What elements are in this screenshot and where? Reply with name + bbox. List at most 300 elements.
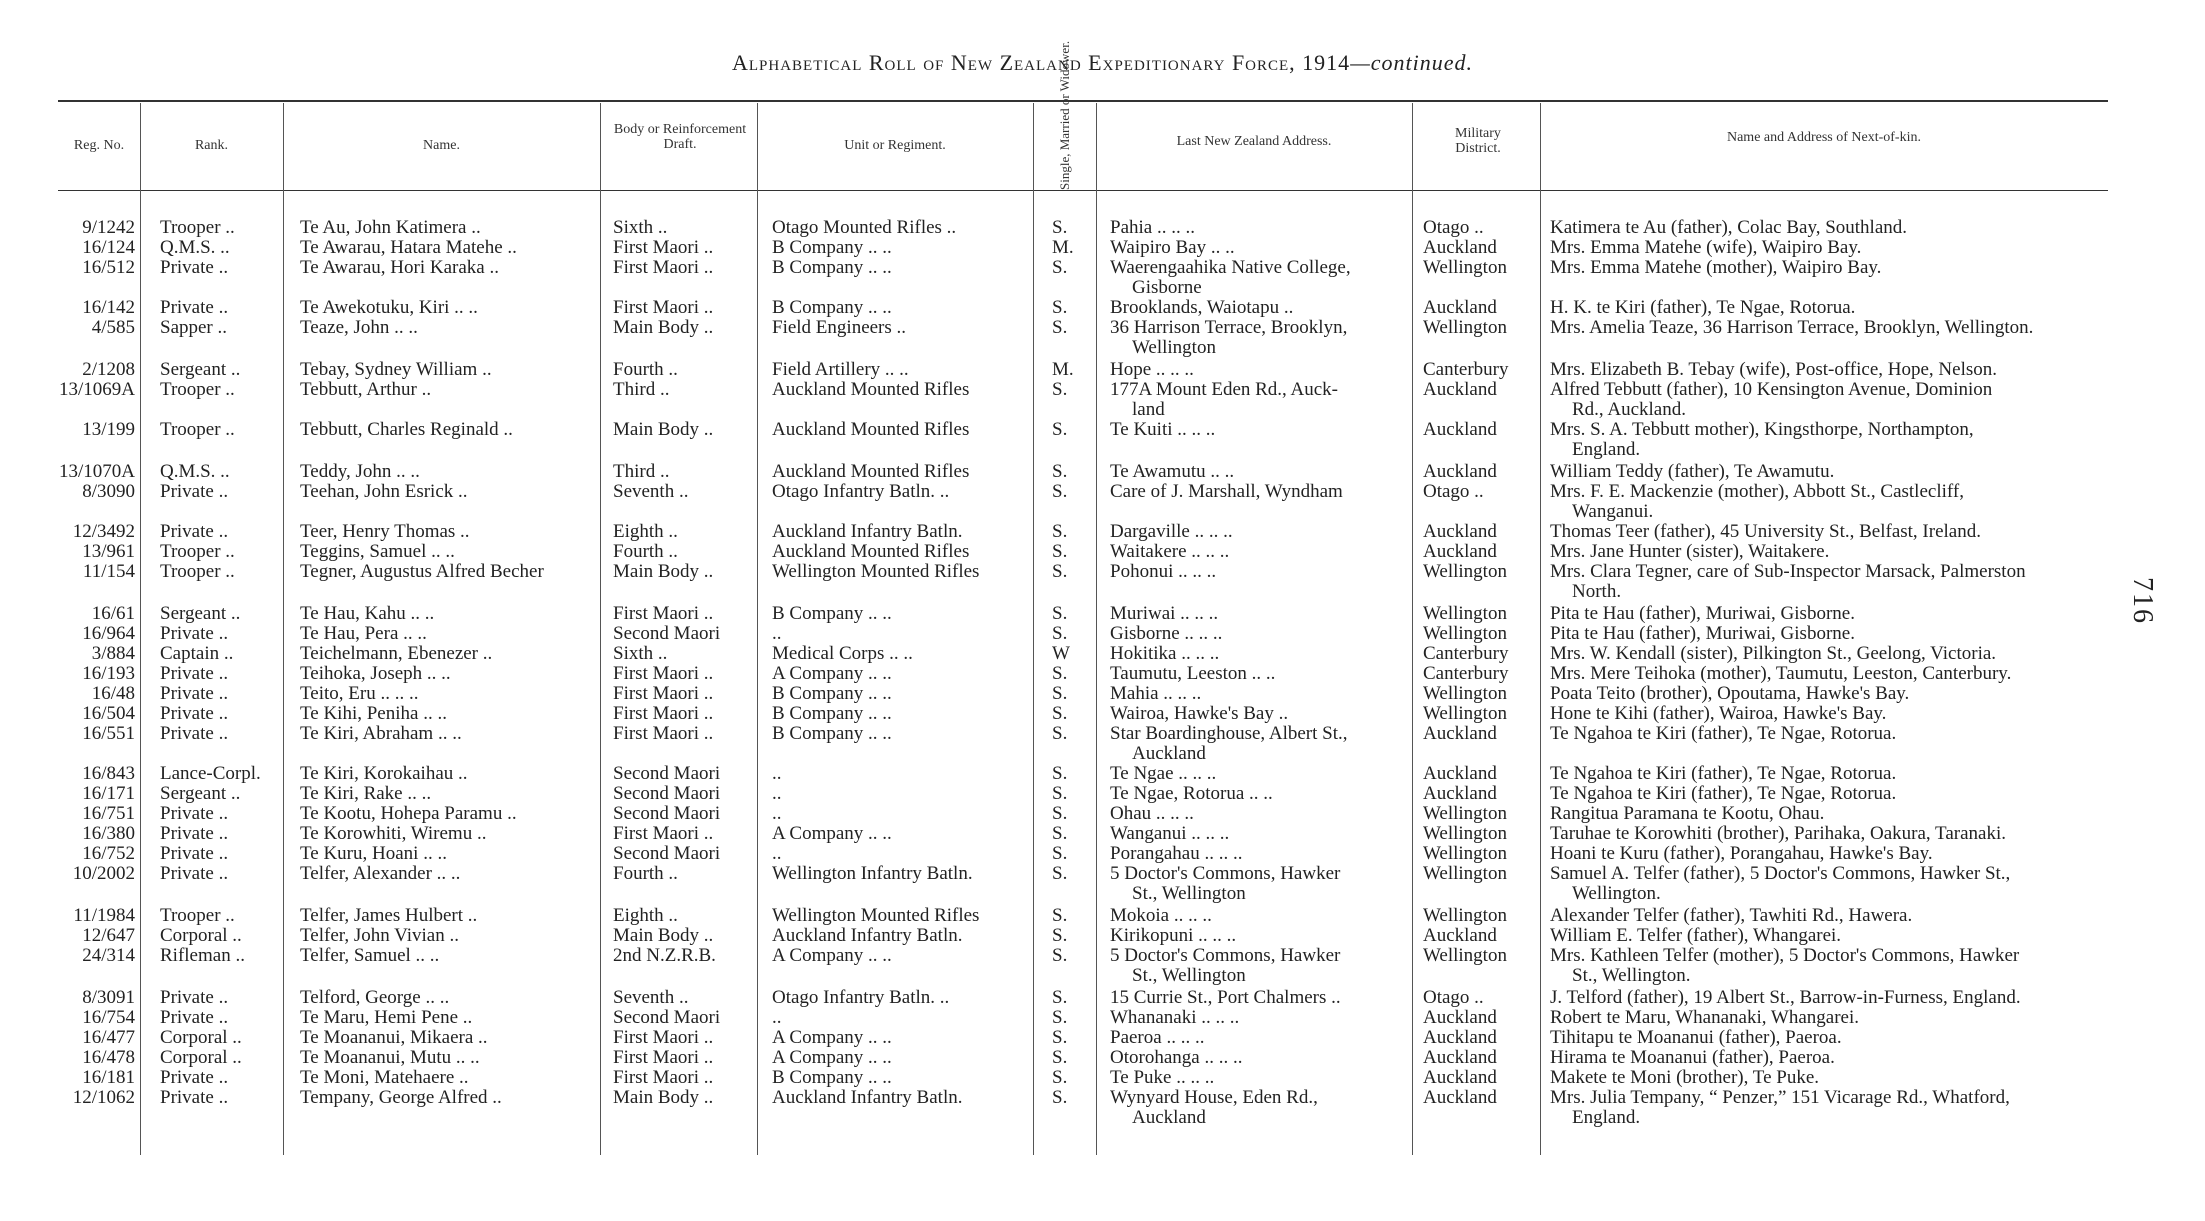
unit-regiment: B Company .. .. — [772, 723, 892, 744]
last-address-continued: Wellington — [1132, 337, 1216, 358]
rank: Captain .. — [160, 643, 234, 664]
next-of-kin: Pita te Hau (father), Muriwai, Gisborne. — [1550, 603, 1855, 624]
marital-status: S. — [1052, 843, 1068, 864]
soldier-name: Teddy, John .. .. — [300, 461, 420, 482]
table-row — [0, 1068, 2205, 1088]
rank: Lance-Corpl. — [160, 763, 261, 784]
soldier-name: Telfer, Alexander .. .. — [300, 863, 461, 884]
next-of-kin: Taruhae te Korowhiti (brother), Parihaka, Oakura, Taranaki. — [1550, 823, 2006, 844]
rank: Private .. — [160, 297, 229, 318]
rank: Trooper .. — [160, 905, 235, 926]
reg-number: 12/3492 — [72, 521, 135, 542]
last-address: Waipiro Bay .. .. — [1110, 237, 1235, 258]
next-of-kin: Mrs. S. A. Tebbutt mother), Kingsthorpe, Northampton, — [1550, 419, 1974, 440]
top-rule — [58, 100, 2108, 102]
last-address: Te Kuiti .. .. .. — [1110, 419, 1216, 440]
unit-regiment: Auckland Mounted Rifles — [772, 541, 970, 562]
last-address-continued: St., Wellington — [1132, 883, 1246, 904]
header-district: Military District. — [1455, 126, 1501, 156]
next-of-kin-continued: England. — [1572, 439, 1641, 460]
last-address-continued: St., Wellington — [1132, 965, 1246, 986]
unit-regiment: A Company .. .. — [772, 1027, 892, 1048]
body-draft: Seventh .. — [613, 481, 689, 502]
last-address: 15 Currie St., Port Chalmers .. — [1110, 987, 1341, 1008]
body-draft: First Maori .. — [613, 723, 714, 744]
military-district: Auckland — [1423, 1027, 1497, 1048]
reg-number: 16/380 — [82, 823, 135, 844]
military-district: Auckland — [1423, 1007, 1497, 1028]
body-draft: Second Maori — [613, 843, 721, 864]
last-address: Dargaville .. .. .. — [1110, 521, 1233, 542]
body-draft: Fourth .. — [613, 359, 678, 380]
next-of-kin: Robert te Maru, Whananaki, Whangarei. — [1550, 1007, 1859, 1028]
last-address: Te Ngae, Rotorua .. .. — [1110, 783, 1273, 804]
rank: Private .. — [160, 623, 229, 644]
unit-regiment: Otago Mounted Rifles .. — [772, 217, 957, 238]
body-draft: Eighth .. — [613, 905, 678, 926]
military-district: Canterbury — [1423, 643, 1509, 664]
military-district: Canterbury — [1423, 359, 1509, 380]
military-district: Auckland — [1423, 379, 1497, 400]
military-district: Otago .. — [1423, 987, 1484, 1008]
next-of-kin: Te Ngahoa te Kiri (father), Te Ngae, Rotorua. — [1550, 763, 1897, 784]
body-draft: Main Body .. — [613, 561, 714, 582]
last-address: Brooklands, Waiotapu .. — [1110, 297, 1294, 318]
rank: Private .. — [160, 1007, 229, 1028]
last-address: 5 Doctor's Commons, Hawker — [1110, 945, 1341, 966]
marital-status: S. — [1052, 603, 1068, 624]
next-of-kin: Rangitua Paramana te Kootu, Ohau. — [1550, 803, 1825, 824]
military-district: Auckland — [1423, 763, 1497, 784]
unit-regiment: .. — [772, 843, 782, 864]
table-row — [0, 522, 2205, 542]
last-address-continued: Auckland — [1132, 1107, 1206, 1128]
body-draft: Third .. — [613, 461, 670, 482]
next-of-kin: Mrs. F. E. Mackenzie (mother), Abbott St., Castlecliff, — [1550, 481, 1964, 502]
marital-status: W — [1052, 643, 1070, 664]
body-draft: First Maori .. — [613, 1047, 714, 1068]
unit-regiment: Wellington Mounted Rifles — [772, 561, 980, 582]
unit-regiment: Medical Corps .. .. — [772, 643, 913, 664]
unit-regiment: .. — [772, 803, 782, 824]
soldier-name: Tempany, George Alfred .. — [300, 1087, 502, 1108]
soldier-name: Te Au, John Katimera .. — [300, 217, 481, 238]
rank: Trooper .. — [160, 217, 235, 238]
last-address: Waitakere .. .. .. — [1110, 541, 1230, 562]
last-address: 177A Mount Eden Rd., Auck- — [1110, 379, 1338, 400]
next-of-kin: Thomas Teer (father), 45 University St., Belfast, Ireland. — [1550, 521, 1981, 542]
military-district: Wellington — [1423, 905, 1507, 926]
reg-number: 16/843 — [82, 763, 135, 784]
marital-status: S. — [1052, 763, 1068, 784]
table-row — [0, 644, 2205, 664]
marital-status: S. — [1052, 823, 1068, 844]
reg-number: 16/61 — [91, 603, 135, 624]
next-of-kin-continued: St., Wellington. — [1572, 965, 1691, 986]
soldier-name: Teihoka, Joseph .. .. — [300, 663, 451, 684]
marital-status: S. — [1052, 1027, 1068, 1048]
table-row — [0, 604, 2205, 624]
body-draft: First Maori .. — [613, 823, 714, 844]
military-district: Auckland — [1423, 461, 1497, 482]
soldier-name: Te Maru, Hemi Pene .. — [300, 1007, 473, 1028]
marital-status: S. — [1052, 297, 1068, 318]
next-of-kin-continued: Wellington. — [1572, 883, 1661, 904]
reg-number: 8/3091 — [82, 987, 135, 1008]
next-of-kin: H. K. te Kiri (father), Te Ngae, Rotorua. — [1550, 297, 1856, 318]
next-of-kin: Mrs. Emma Matehe (wife), Waipiro Bay. — [1550, 237, 1862, 258]
rank: Sapper .. — [160, 317, 228, 338]
soldier-name: Telfer, James Hulbert .. — [300, 905, 478, 926]
rank: Private .. — [160, 703, 229, 724]
reg-number: 13/199 — [82, 419, 135, 440]
military-district: Wellington — [1423, 603, 1507, 624]
body-draft: Seventh .. — [613, 987, 689, 1008]
next-of-kin: Mrs. Elizabeth B. Tebay (wife), Post-office, Hope, Nelson. — [1550, 359, 1998, 380]
next-of-kin-continued: North. — [1572, 581, 1622, 602]
military-district: Wellington — [1423, 863, 1507, 884]
military-district: Auckland — [1423, 1047, 1497, 1068]
rank: Q.M.S. .. — [160, 237, 230, 258]
military-district: Auckland — [1423, 297, 1497, 318]
military-district: Wellington — [1423, 623, 1507, 644]
military-district: Canterbury — [1423, 663, 1509, 684]
rank: Trooper .. — [160, 419, 235, 440]
marital-status: S. — [1052, 783, 1068, 804]
next-of-kin: William E. Telfer (father), Whangarei. — [1550, 925, 1842, 946]
unit-regiment: Field Artillery .. .. — [772, 359, 909, 380]
rank: Trooper .. — [160, 561, 235, 582]
last-address: Star Boardinghouse, Albert St., — [1110, 723, 1348, 744]
soldier-name: Teehan, John Esrick .. — [300, 481, 468, 502]
unit-regiment: .. — [772, 783, 782, 804]
last-address: Ohau .. .. .. — [1110, 803, 1194, 824]
table-row — [0, 844, 2205, 864]
last-address: Hokitika .. .. .. — [1110, 643, 1220, 664]
unit-regiment: B Company .. .. — [772, 237, 892, 258]
body-draft: Second Maori — [613, 803, 721, 824]
military-district: Auckland — [1423, 541, 1497, 562]
table-row — [0, 988, 2205, 1008]
table-row — [0, 298, 2205, 318]
reg-number: 8/3090 — [82, 481, 135, 502]
unit-regiment: A Company .. .. — [772, 823, 892, 844]
unit-regiment: Auckland Infantry Batln. — [772, 521, 963, 542]
last-address: Te Puke .. .. .. — [1110, 1067, 1215, 1088]
next-of-kin: J. Telford (father), 19 Albert St., Barrow-in-Furness, England. — [1550, 987, 2021, 1008]
table-row — [0, 926, 2205, 946]
military-district: Wellington — [1423, 945, 1507, 966]
unit-regiment: B Company .. .. — [772, 1067, 892, 1088]
marital-status: S. — [1052, 561, 1068, 582]
soldier-name: Te Moananui, Mutu .. .. — [300, 1047, 480, 1068]
rank: Private .. — [160, 803, 229, 824]
rank: Q.M.S. .. — [160, 461, 230, 482]
reg-number: 10/2002 — [72, 863, 135, 884]
reg-number: 11/1984 — [73, 905, 135, 926]
marital-status: S. — [1052, 257, 1068, 278]
body-draft: First Maori .. — [613, 703, 714, 724]
table-row — [0, 379, 2205, 420]
military-district: Auckland — [1423, 1087, 1497, 1108]
table-row — [0, 863, 2205, 904]
military-district: Auckland — [1423, 419, 1497, 440]
military-district: Auckland — [1423, 723, 1497, 744]
military-district: Otago .. — [1423, 217, 1484, 238]
last-address: Wanganui .. .. .. — [1110, 823, 1230, 844]
marital-status: S. — [1052, 945, 1068, 966]
soldier-name: Teer, Henry Thomas .. — [300, 521, 470, 542]
unit-regiment: Auckland Infantry Batln. — [772, 925, 963, 946]
table-row — [0, 764, 2205, 784]
next-of-kin: Makete te Moni (brother), Te Puke. — [1550, 1067, 1819, 1088]
body-draft: 2nd N.Z.R.B. — [613, 945, 716, 966]
unit-regiment: A Company .. .. — [772, 663, 892, 684]
marital-status: S. — [1052, 623, 1068, 644]
next-of-kin: Te Ngahoa te Kiri (father), Te Ngae, Rotorua. — [1550, 723, 1897, 744]
reg-number: 16/171 — [82, 783, 135, 804]
next-of-kin: Mrs. W. Kendall (sister), Pilkington St., Geelong, Victoria. — [1550, 643, 1997, 664]
rank: Sergeant .. — [160, 603, 241, 624]
next-of-kin: Pita te Hau (father), Muriwai, Gisborne. — [1550, 623, 1855, 644]
military-district: Auckland — [1423, 237, 1497, 258]
last-address-continued: Auckland — [1132, 743, 1206, 764]
unit-regiment: Auckland Mounted Rifles — [772, 419, 970, 440]
body-draft: First Maori .. — [613, 237, 714, 258]
body-draft: First Maori .. — [613, 683, 714, 704]
soldier-name: Teggins, Samuel .. .. — [300, 541, 455, 562]
table-row — [0, 664, 2205, 684]
unit-regiment: Field Engineers .. — [772, 317, 907, 338]
rank: Trooper .. — [160, 541, 235, 562]
reg-number: 16/512 — [82, 257, 135, 278]
unit-regiment: Wellington Infantry Batln. — [772, 863, 973, 884]
body-draft: First Maori .. — [613, 257, 714, 278]
marital-status: S. — [1052, 1087, 1068, 1108]
last-address: Otorohanga .. .. .. — [1110, 1047, 1243, 1068]
military-district: Wellington — [1423, 317, 1507, 338]
military-district: Wellington — [1423, 823, 1507, 844]
table-row — [0, 462, 2205, 482]
reg-number: 16/478 — [82, 1047, 135, 1068]
unit-regiment: B Company .. .. — [772, 703, 892, 724]
military-district: Auckland — [1423, 1067, 1497, 1088]
marital-status: S. — [1052, 663, 1068, 684]
table-row — [0, 1028, 2205, 1048]
next-of-kin: William Teddy (father), Te Awamutu. — [1550, 461, 1835, 482]
next-of-kin: Katimera te Au (father), Colac Bay, Southland. — [1550, 217, 1908, 238]
soldier-name: Te Kootu, Hohepa Paramu .. — [300, 803, 517, 824]
reg-number: 16/754 — [82, 1007, 135, 1028]
military-district: Wellington — [1423, 843, 1507, 864]
soldier-name: Teito, Eru .. .. .. — [300, 683, 419, 704]
soldier-name: Telfer, Samuel .. .. — [300, 945, 440, 966]
body-draft: First Maori .. — [613, 603, 714, 624]
unit-regiment: Otago Infantry Batln. .. — [772, 481, 950, 502]
reg-number: 16/181 — [82, 1067, 135, 1088]
soldier-name: Te Hau, Kahu .. .. — [300, 603, 435, 624]
soldier-name: Te Moananui, Mikaera .. — [300, 1027, 488, 1048]
unit-regiment: .. — [772, 623, 782, 644]
rank: Private .. — [160, 723, 229, 744]
last-address: Care of J. Marshall, Wyndham — [1110, 481, 1343, 502]
last-address: Mahia .. .. .. — [1110, 683, 1202, 704]
marital-status: S. — [1052, 317, 1068, 338]
next-of-kin: Mrs. Kathleen Telfer (mother), 5 Doctor's Commons, Hawker — [1550, 945, 2020, 966]
header-name: Name. — [423, 138, 460, 153]
page-number: 716 — [2127, 577, 2158, 625]
rank: Rifleman .. — [160, 945, 245, 966]
next-of-kin: Mrs. Amelia Teaze, 36 Harrison Terrace, Brooklyn, Wellington. — [1550, 317, 2034, 338]
military-district: Wellington — [1423, 257, 1507, 278]
last-address: Whananaki .. .. .. — [1110, 1007, 1240, 1028]
table-row — [0, 542, 2205, 562]
marital-status: S. — [1052, 683, 1068, 704]
last-address: Te Ngae .. .. .. — [1110, 763, 1217, 784]
unit-regiment: B Company .. .. — [772, 683, 892, 704]
title-main: Alphabetical Roll of New Zealand Expeditionary Force, 1914 — [731, 50, 1351, 75]
table-row — [0, 824, 2205, 844]
last-address-continued: land — [1132, 399, 1165, 420]
unit-regiment: Otago Infantry Batln. .. — [772, 987, 950, 1008]
body-draft: Second Maori — [613, 623, 721, 644]
next-of-kin: Mrs. Mere Teihoka (mother), Taumutu, Leeston, Canterbury. — [1550, 663, 2012, 684]
rank: Sergeant .. — [160, 359, 241, 380]
reg-number: 24/314 — [82, 945, 135, 966]
military-district: Auckland — [1423, 521, 1497, 542]
unit-regiment: Auckland Mounted Rifles — [772, 379, 970, 400]
soldier-name: Telfer, John Vivian .. — [300, 925, 459, 946]
table-row — [0, 257, 2205, 298]
table-row — [0, 784, 2205, 804]
reg-number: 12/1062 — [72, 1087, 135, 1108]
soldier-name: Te Kihi, Peniha .. .. — [300, 703, 447, 724]
body-draft: Second Maori — [613, 763, 721, 784]
last-address: Gisborne .. .. .. — [1110, 623, 1223, 644]
table-row — [0, 945, 2205, 986]
military-district: Auckland — [1423, 925, 1497, 946]
soldier-name: Telford, George .. .. — [300, 987, 450, 1008]
marital-status: S. — [1052, 541, 1068, 562]
marital-status: S. — [1052, 987, 1068, 1008]
next-of-kin: Alfred Tebbutt (father), 10 Kensington Avenue, Dominion — [1550, 379, 1993, 400]
reg-number: 13/961 — [82, 541, 135, 562]
body-draft: Third .. — [613, 379, 670, 400]
marital-status: M. — [1052, 237, 1074, 258]
body-draft: Main Body .. — [613, 1087, 714, 1108]
next-of-kin: Hirama te Moananui (father), Paeroa. — [1550, 1047, 1835, 1068]
header-marital-status: Single, Married or Widower. — [1057, 40, 1072, 190]
rank: Sergeant .. — [160, 783, 241, 804]
reg-number: 9/1242 — [82, 217, 135, 238]
header-unit: Unit or Regiment. — [844, 138, 946, 153]
next-of-kin: Hone te Kihi (father), Wairoa, Hawke's Bay. — [1550, 703, 1887, 724]
military-district: Otago .. — [1423, 481, 1484, 502]
next-of-kin: Hoani te Kuru (father), Porangahau, Hawke's Bay. — [1550, 843, 1933, 864]
marital-status: S. — [1052, 723, 1068, 744]
next-of-kin: Te Ngahoa te Kiri (father), Te Ngae, Rotorua. — [1550, 783, 1897, 804]
marital-status: S. — [1052, 925, 1068, 946]
next-of-kin-continued: Wanganui. — [1572, 501, 1654, 522]
last-address: Te Awamutu .. .. — [1110, 461, 1235, 482]
reg-number: 16/193 — [82, 663, 135, 684]
soldier-name: Tebbutt, Charles Reginald .. — [300, 419, 513, 440]
reg-number: 16/142 — [82, 297, 135, 318]
table-row — [0, 481, 2205, 522]
unit-regiment: B Company .. .. — [772, 297, 892, 318]
rank: Private .. — [160, 1067, 229, 1088]
soldier-name: Te Moni, Matehaere .. — [300, 1067, 469, 1088]
unit-regiment: A Company .. .. — [772, 945, 892, 966]
body-draft: Main Body .. — [613, 925, 714, 946]
marital-status: S. — [1052, 1007, 1068, 1028]
soldier-name: Te Kiri, Rake .. .. — [300, 783, 432, 804]
unit-regiment: .. — [772, 763, 782, 784]
unit-regiment: .. — [772, 1007, 782, 1028]
unit-regiment: Wellington Mounted Rifles — [772, 905, 980, 926]
reg-number: 16/48 — [91, 683, 135, 704]
table-row — [0, 684, 2205, 704]
body-draft: First Maori .. — [613, 663, 714, 684]
reg-number: 16/124 — [82, 237, 135, 258]
table-row — [0, 238, 2205, 258]
header-rank: Rank. — [194, 138, 229, 153]
table-row — [0, 804, 2205, 824]
reg-number: 16/551 — [82, 723, 135, 744]
unit-regiment: B Company .. .. — [772, 257, 892, 278]
last-address: Porangahau .. .. .. — [1110, 843, 1243, 864]
body-draft: Second Maori — [613, 1007, 721, 1028]
military-district: Wellington — [1423, 683, 1507, 704]
rank: Private .. — [160, 823, 229, 844]
soldier-name: Te Kuru, Hoani .. .. — [300, 843, 447, 864]
reg-number: 13/1070A — [59, 461, 135, 482]
reg-number: 16/504 — [82, 703, 135, 724]
marital-status: S. — [1052, 217, 1068, 238]
next-of-kin: Mrs. Julia Tempany, “ Penzer,” 151 Vicarage Rd., Whatford, — [1550, 1087, 2010, 1108]
next-of-kin: Tihitapu te Moananui (father), Paeroa. — [1550, 1027, 1842, 1048]
unit-regiment: Auckland Mounted Rifles — [772, 461, 970, 482]
rank: Corporal .. — [160, 925, 242, 946]
soldier-name: Tegner, Augustus Alfred Becher — [300, 561, 544, 582]
table-row — [0, 906, 2205, 926]
marital-status: S. — [1052, 1047, 1068, 1068]
table-row — [0, 1087, 2205, 1128]
last-address: Wairoa, Hawke's Bay .. — [1110, 703, 1289, 724]
rank: Private .. — [160, 481, 229, 502]
military-district: Wellington — [1423, 703, 1507, 724]
table-row — [0, 218, 2205, 238]
soldier-name: Te Kiri, Korokaihau .. — [300, 763, 468, 784]
table-row — [0, 723, 2205, 764]
header-rule — [58, 190, 2108, 191]
header-address: Last New Zealand Address. — [1176, 134, 1332, 149]
rank: Private .. — [160, 521, 229, 542]
body-draft: Fourth .. — [613, 541, 678, 562]
marital-status: S. — [1052, 419, 1068, 440]
next-of-kin: Samuel A. Telfer (father), 5 Doctor's Commons, Hawker St., — [1550, 863, 2011, 884]
header-next-of-kin: Name and Address of Next-of-kin. — [1726, 130, 1921, 145]
body-draft: Main Body .. — [613, 419, 714, 440]
soldier-name: Teichelmann, Ebenezer .. — [300, 643, 493, 664]
last-address: Pahia .. .. .. — [1110, 217, 1195, 238]
last-address: Wynyard House, Eden Rd., — [1110, 1087, 1318, 1108]
next-of-kin-continued: England. — [1572, 1107, 1641, 1128]
body-draft: First Maori .. — [613, 1067, 714, 1088]
last-address: Pohonui .. .. .. — [1110, 561, 1217, 582]
table-row — [0, 419, 2205, 460]
soldier-name: Teaze, John .. .. — [300, 317, 418, 338]
